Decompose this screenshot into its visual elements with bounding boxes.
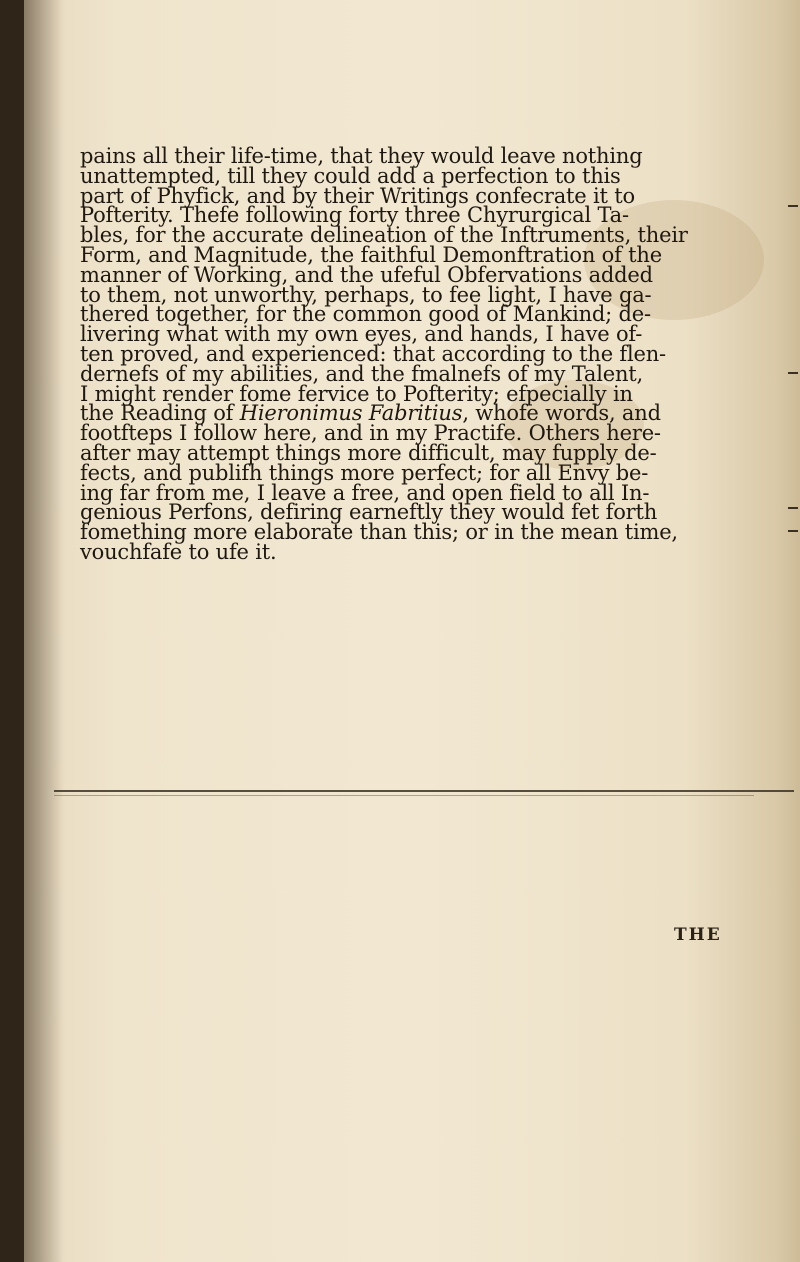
text-line: fomething more elaborate than this; or in the mean time,: [80, 520, 678, 545]
text-line: Pofterity. Thefe following forty three Chyrurgical Ta-: [80, 203, 629, 228]
text-line: ten proved, and experienced: that according to the flen-: [80, 341, 666, 366]
italic-name: Hieronimus Fabritius: [239, 401, 463, 426]
edge-mark: [788, 507, 798, 509]
text-line: part of Phyfick, and by their Writings confecrate it to: [80, 183, 635, 208]
text-line: I might render fome fervice to Pofterity; efpecially in: [80, 381, 633, 406]
text-line: ing far from me, I leave a free, and open field to all In-: [80, 480, 650, 505]
edge-mark: [788, 205, 798, 207]
body-text: [80, 144, 780, 564]
text-line: Form, and Magnitude, the faithful Demonftration of the: [80, 242, 662, 267]
page-rule-thin: [54, 795, 754, 796]
text-line: genious Perfons, defiring earneftly they would fet forth: [80, 500, 658, 525]
text-line: vouchfafe to ufe it.: [80, 539, 277, 564]
text-line: dernefs of my abilities, and the fmalnefs of my Talent,: [80, 361, 644, 386]
book-page: [24, 0, 800, 1262]
page-rule: [54, 790, 794, 792]
text-line: livering what with my own eyes, and hands, I have of-: [80, 322, 643, 347]
text-line: the Reading of Hieronimus Fabritius, whofe words, and: [80, 401, 661, 426]
text-line: thered together, for the common good of Mankind; de-: [80, 302, 651, 327]
text-line: unattempted, till they could add a perfection to this: [80, 163, 621, 188]
gutter-shadow: [24, 0, 64, 1262]
edge-mark: [788, 530, 798, 532]
text-line: bles, for the accurate delineation of the Inftruments, their: [80, 223, 688, 248]
text-line: to them, not unworthy, perhaps, to fee light, I have ga-: [80, 282, 652, 307]
text-line: pains all their life-time, that they would leave nothing: [80, 144, 643, 168]
text-line: fects, and publifh things more perfect; for all Envy be-: [80, 460, 649, 485]
text-line: after may attempt things more difficult, may fupply de-: [80, 440, 657, 465]
edge-mark: [788, 372, 798, 374]
text-line: manner of Working, and the ufeful Obfervations added: [80, 262, 653, 287]
text-line: footfteps I follow here, and in my Practife. Others here-: [80, 421, 661, 446]
catchword: THE: [674, 925, 722, 945]
